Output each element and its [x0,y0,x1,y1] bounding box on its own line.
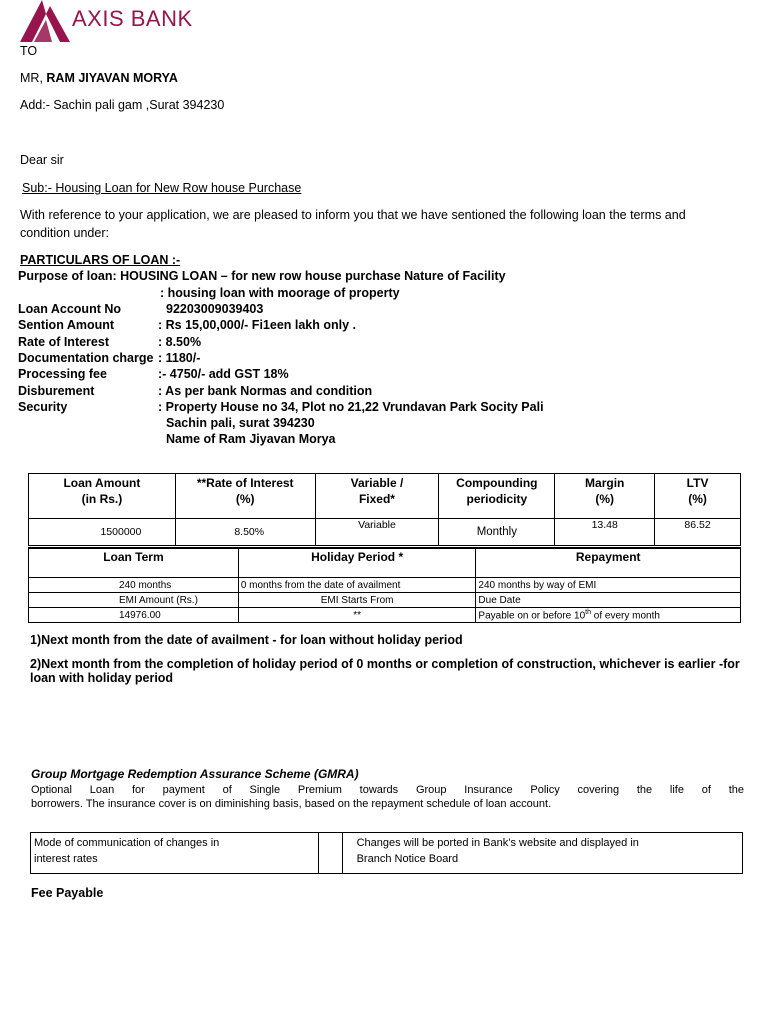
intro-line-2: condition under: [20,226,109,240]
note-2-line-1: 2)Next month from the completion of holiday period of 0 months or completion of construction, whichever is earlier -for [30,657,740,671]
bank-logo [20,0,220,44]
subject-line: Sub:- Housing Loan for New Row house Purchase [22,181,302,195]
header-rate [175,474,315,519]
header-text: LTV (%) [686,476,709,506]
loan-summary-table [28,473,741,546]
cell-variable-fixed: Variable [315,519,439,546]
particular-value: : Property House no 34, Plot no 21,22 Vrundavan Park Socity Pali [158,400,544,414]
cell-due-date [476,608,741,623]
particular-value: : As per bank Normas and condition [158,384,373,398]
particular-label: Rate of Interest [18,335,109,349]
header-text: Margin (%) [585,476,625,506]
particular-value: : 8.50% [158,335,202,349]
comm-detail-line-1: Changes will be ported in Bank’s website and displayed in [356,837,639,849]
greeting: Dear sir [20,153,64,167]
security-line-3: Name of Ram Jiyavan Morya [166,432,336,446]
loan-term-table [28,547,741,623]
axis-logo-icon [20,0,70,44]
cell-emi-starts: ** [238,608,476,623]
cell-comm-detail [342,833,742,874]
table-row [29,608,741,623]
recipient-address: Add:- Sachin pali gam ,Surat 394230 [20,98,225,112]
header-text: Compounding periodicity [456,476,538,506]
table-row [29,519,741,546]
header-loan-amount [29,474,176,519]
due-date-sup: th [585,608,591,616]
cell-due-date-label: Due Date [476,593,741,608]
particular-label: Disburement [18,384,95,398]
facility-line: : housing loan with moorage of property [160,286,400,300]
header-ltv [655,474,741,519]
table-header-row [29,548,741,578]
cell-loan-term: 240 months [29,578,239,593]
gmra-line-2: borrowers. The insurance cover is on diminishing basis, based on the repayment schedule of loan account. [31,798,552,810]
particular-value: :- 4750/- add GST 18% [158,367,289,381]
note-1: 1)Next month from the date of availment - for loan without holiday period [30,633,463,647]
communication-table [30,832,743,874]
to-label: TO [20,44,38,58]
header-loan-term: Loan Term [29,548,239,578]
cell-compounding: Monthly [439,519,555,546]
recipient-name: RAM JIYAVAN MORYA [46,71,178,85]
cell-holiday-period: 0 months from the date of availment [238,578,476,593]
header-repayment: Repayment [476,548,741,578]
note-2-line-2: loan with holiday period [30,671,174,685]
header-margin [555,474,655,519]
cell-ltv: 86.52 [655,519,741,546]
due-date-text: Payable on or before 10 [478,610,586,622]
cell-spacer [318,833,342,874]
particular-label: Sention Amount [18,318,115,332]
table-row [29,593,741,608]
gmra-title: Group Mortgage Redemption Assurance Scheme (GMRA) [31,767,359,781]
salutation-prefix: MR, [20,71,47,85]
purpose-line: Purpose of loan: HOUSING LOAN – for new row house purchase Nature of Facility [18,269,506,283]
cell-margin: 13.48 [555,519,655,546]
header-text: **Rate of Interest (%) [196,476,294,506]
cell-rate: 8.50% [175,519,315,546]
header-holiday-period: Holiday Period * [238,548,476,578]
cell-emi-amount: 14976.00 [29,608,239,623]
security-line-2: Sachin pali, surat 394230 [166,416,315,430]
header-variable-fixed [315,474,439,519]
particular-value: 92203009039403 [166,302,264,316]
cell-emi-label: EMI Amount (Rs.) [29,593,239,608]
particular-label: Processing fee [18,367,107,381]
cell-loan-amount: 1500000 [29,519,176,546]
due-date-text-end: of every month [591,610,660,622]
recipient-line [20,71,178,85]
header-text: Variable / Fixed* [350,476,404,506]
comm-detail-line-2: Branch Notice Board [356,853,459,865]
table-row [31,833,743,874]
particular-value: : 1180/- [158,351,201,365]
bank-name: AXIS BANK [72,6,193,31]
comm-mode-line-2: interest rates [34,853,98,865]
particular-label: Security [18,400,68,414]
particular-label: Loan Account No [18,302,122,316]
particulars-heading: PARTICULARS OF LOAN :- [20,253,181,267]
cell-emi-starts-label: EMI Starts From [238,593,476,608]
cell-repayment: 240 months by way of EMI [476,578,741,593]
comm-mode-line-1: Mode of communication of changes in [34,837,220,849]
intro-line-1: With reference to your application, we are pleased to inform you that we have sentioned the following loan the terms and [20,208,686,222]
table-header-row [29,474,741,519]
header-compounding [439,474,555,519]
cell-comm-mode [31,833,319,874]
particular-label: Documentation charge [18,351,154,365]
fee-heading: Fee Payable [31,886,104,900]
header-text: Loan Amount (in Rs.) [63,476,141,506]
gmra-line-1: Optional Loan for payment of Single Premium towards Group Insurance Policy covering the life of the [31,784,744,796]
particular-value: : Rs 15,00,000/- Fi1een lakh only . [158,318,357,332]
table-row [29,578,741,593]
